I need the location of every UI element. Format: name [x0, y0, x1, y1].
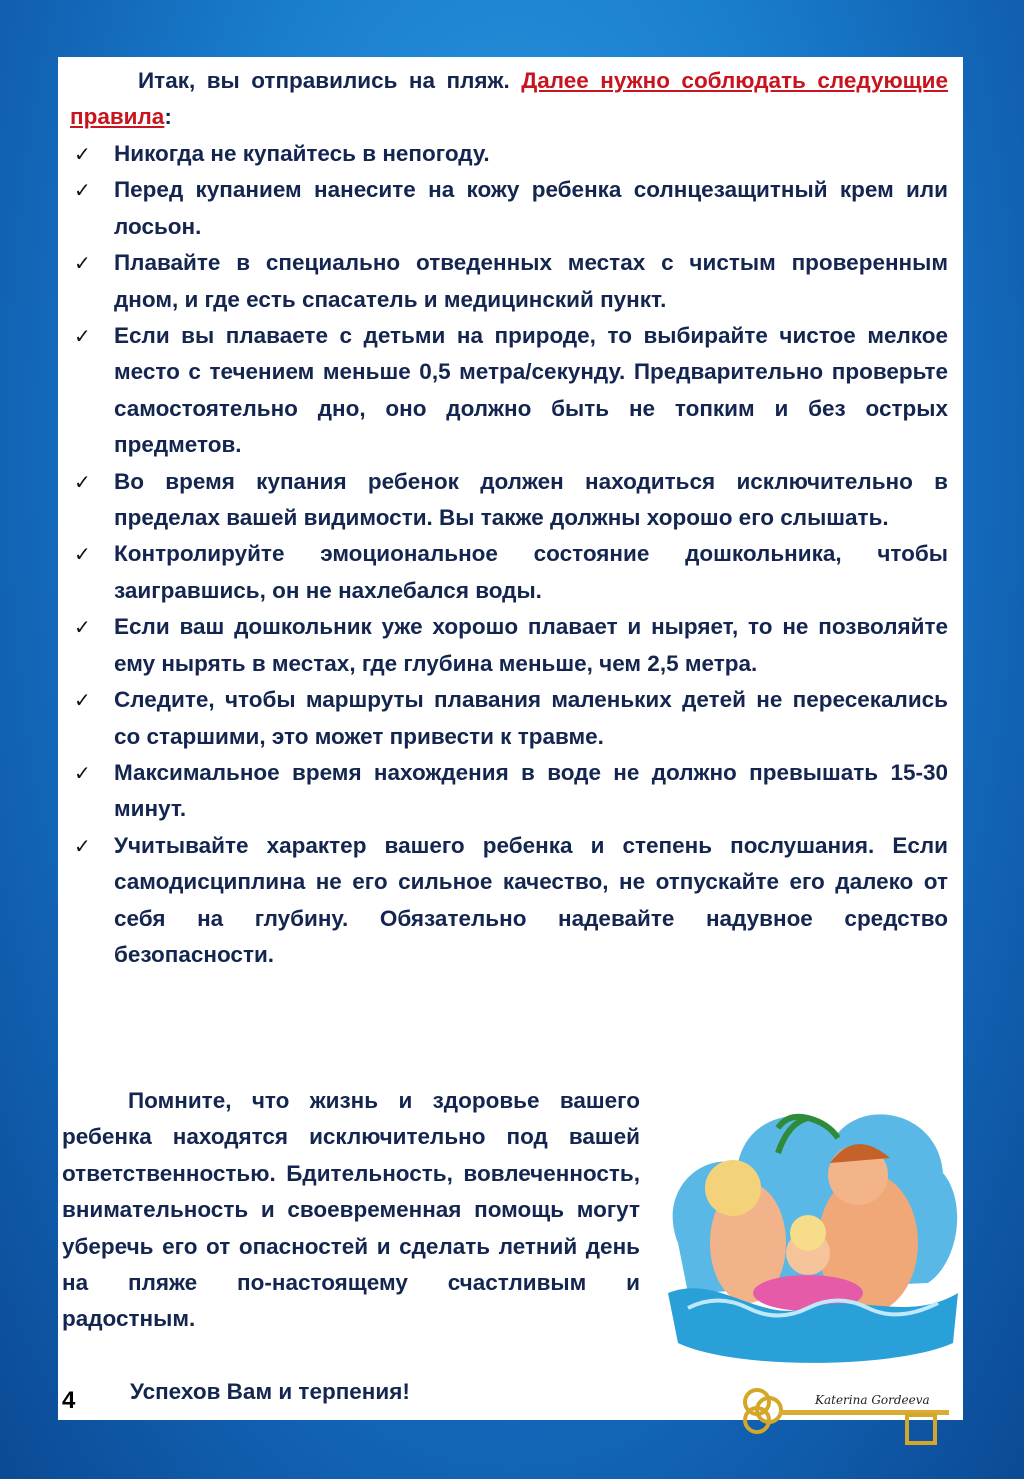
- check-icon: ✓: [74, 324, 91, 349]
- closing-wish: Успехов Вам и терпения!: [130, 1379, 410, 1404]
- rule-item: [74, 245, 948, 318]
- rule-item: [74, 464, 948, 537]
- intro-highlight: Далее нужно соблюдать следующие правила: [70, 68, 949, 130]
- check-icon: ✓: [74, 542, 91, 567]
- check-icon: ✓: [74, 688, 91, 713]
- closing-text: Помните, что жизнь и здоровье вашего ребенка находятся исключительно под вашей ответственностью. Бдительность, вовлеченность, внимательность и своевременная помощь могут уберечь его от опасностей и сделать летний день на пляже по-настоящему счастливым и радостным.: [62, 1088, 640, 1332]
- golden-key-logo: [735, 1380, 955, 1450]
- page-panel: [58, 57, 963, 1420]
- intro-colon: :: [164, 104, 172, 130]
- rule-item: [74, 609, 948, 682]
- rule-item: [74, 536, 948, 609]
- rule-text: Максимальное время нахождения в воде не должно превышать 15-30 минут.: [114, 759, 948, 822]
- rule-text: Никогда не купайтесь в непогоду.: [114, 141, 490, 166]
- rule-item: [74, 172, 948, 245]
- rule-text: Контролируйте эмоциональное состояние дошкольника, чтобы заигравшись, он не нахлебался воды.: [114, 541, 948, 603]
- rule-item: [74, 755, 948, 828]
- author-signature: Katerina Gordeeva: [815, 1393, 930, 1407]
- check-icon: ✓: [74, 142, 91, 166]
- rule-item: [74, 318, 948, 464]
- rule-text: Следите, чтобы маршруты плавания маленьких детей не пересекались со старшими, это может привести к травме.: [114, 687, 948, 749]
- check-icon: ✓: [74, 251, 91, 276]
- rule-item: [74, 136, 948, 172]
- check-icon: ✓: [74, 760, 91, 785]
- rule-text: Если ваш дошкольник уже хорошо плавает и ныряет, то не позволяйте ему нырять в местах, где глубина меньше, чем 2,5 метра.: [114, 614, 948, 676]
- rule-text: Если вы плаваете с детьми на природе, то выбирайте чистое мелкое место с течением меньше 0,5 метра/секунду. Предварительно проверьте самостоятельно дно, оно должно быть не топким и без острых предметов.: [114, 323, 948, 458]
- rule-item: [74, 682, 948, 755]
- rule-text: Учитывайте характер вашего ребенка и степень послушания. Если самодисциплина не его сильное качество, не отпускайте его далеко от себя на глубину. Обязательно надевайте надувное средство безопасности.: [114, 832, 948, 967]
- intro-text: Итак, вы отправились на пляж.: [138, 68, 522, 93]
- check-icon: ✓: [74, 833, 91, 858]
- rules-list: [74, 136, 948, 973]
- intro-paragraph: [70, 63, 948, 136]
- rule-text: Перед купанием нанесите на кожу ребенка солнцезащитный крем или лосьон.: [114, 177, 948, 239]
- rule-item: [74, 828, 948, 974]
- check-icon: ✓: [74, 469, 91, 494]
- closing-paragraph: [62, 1083, 640, 1338]
- rule-text: Во время купания ребенок должен находиться исключительно в пределах вашей видимости. Вы также должны хорошо его слышать.: [114, 468, 948, 531]
- family-swimming-illustration: [658, 1093, 963, 1371]
- page-number: 4: [62, 1387, 76, 1414]
- check-icon: ✓: [74, 615, 91, 640]
- rule-text: Плавайте в специально отведенных местах с чистым проверенным дном, и где есть спасатель и медицинский пункт.: [114, 250, 948, 312]
- check-icon: ✓: [74, 178, 91, 203]
